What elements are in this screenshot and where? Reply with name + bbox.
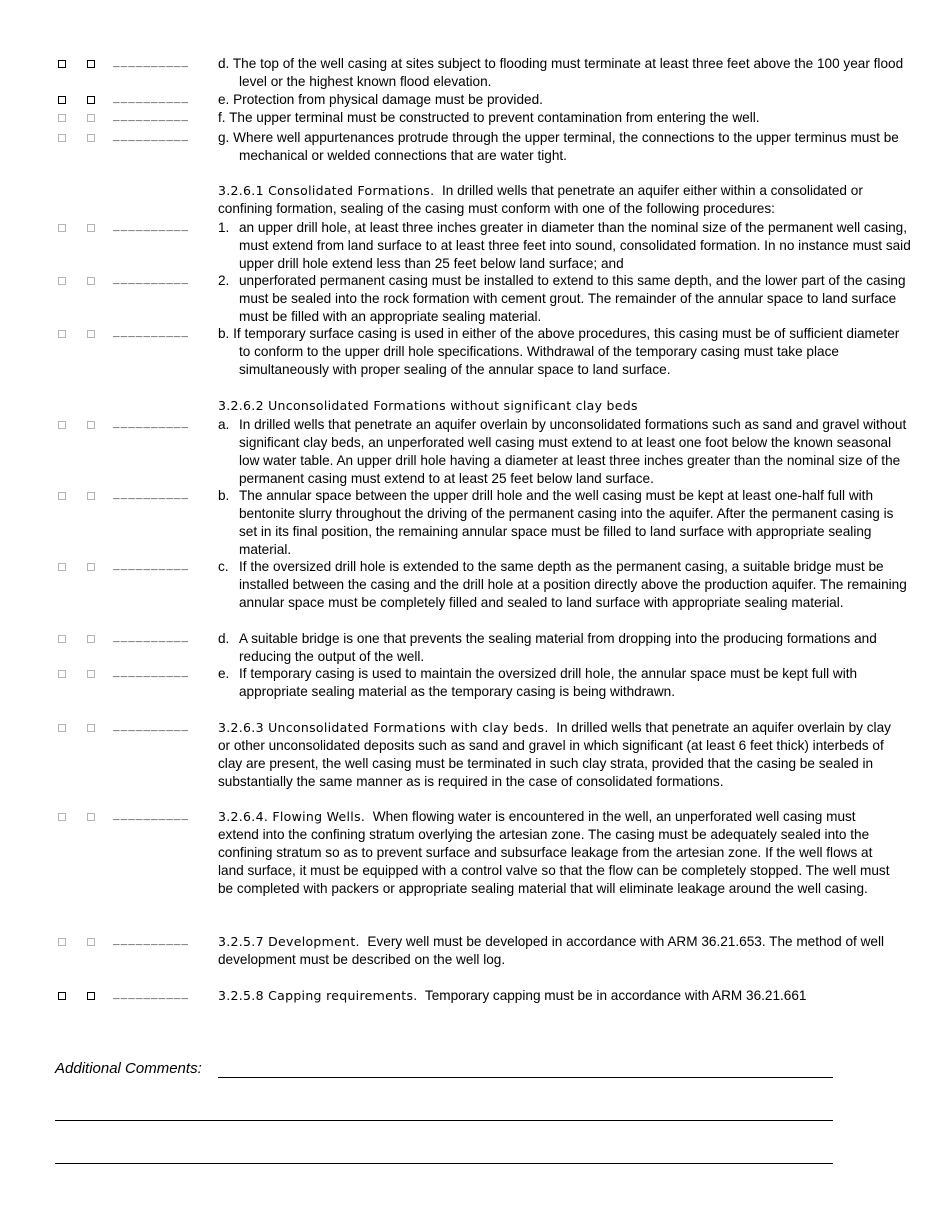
- checkbox-no[interactable]: [87, 938, 95, 946]
- section-heading: 3.2.6.4. Flowing Wells.: [218, 809, 366, 824]
- section-paragraph: [218, 719, 893, 791]
- lettered-item: [218, 487, 914, 559]
- section-paragraph: [218, 987, 893, 1005]
- section-paragraph: [218, 933, 893, 969]
- item-text: unperforated permanent casing must be installed to extend to this same depth, and the lower part of the casing must be sealed into the rock formation with cement grout. The remainder of the annular space to land surface must be filled with an appropriate sealing material.: [239, 273, 906, 324]
- checklist-row-3262-d: [0, 630, 950, 666]
- section-heading: 3.2.5.8 Capping requirements.: [218, 988, 418, 1003]
- checkbox-yes[interactable]: [58, 670, 66, 678]
- section-heading: 3.2.6.2 Unconsolidated Formations without significant clay beds: [218, 398, 638, 413]
- checkbox-no[interactable]: [87, 96, 95, 104]
- comments-line-1[interactable]: [218, 1077, 833, 1078]
- initials-blank[interactable]: __________: [113, 112, 190, 124]
- checkbox-yes[interactable]: [58, 114, 66, 122]
- item-text: If temporary casing is used to maintain the oversized drill hole, the annular space must be kept full with appropriate sealing material as the temporary casing is being withdrawn.: [239, 666, 858, 699]
- initials-blank[interactable]: __________: [113, 561, 190, 573]
- item-letter: d.: [218, 631, 230, 646]
- item-text: If the oversized drill hole is extended to the same depth as the permanent casing, a suitable bridge must be installed between the casing and the drill hole at a position directly above the production aquifer. The remaining annular space must be completely filled and sealed to land surface with appropriate sealing material.: [239, 559, 907, 610]
- checklist-row-3261-2: [0, 272, 950, 326]
- initials-blank[interactable]: __________: [113, 58, 190, 70]
- checkbox-yes[interactable]: [58, 96, 66, 104]
- checkbox-no[interactable]: [87, 330, 95, 338]
- initials-blank[interactable]: __________: [113, 668, 190, 680]
- item-text: g. Where well appurtenances protrude through the upper terminal, the connections to the upper terminus must be mechanical or welded connections that are water tight.: [218, 130, 899, 163]
- checklist-row-3262-a: [0, 416, 950, 488]
- comments-line-3[interactable]: [55, 1163, 833, 1164]
- initials-blank[interactable]: __________: [113, 222, 190, 234]
- checkbox-yes[interactable]: [58, 60, 66, 68]
- additional-comments-label: [55, 1060, 202, 1078]
- checkbox-no[interactable]: [87, 114, 95, 122]
- checkbox-yes[interactable]: [58, 224, 66, 232]
- item-text: In drilled wells that penetrate an aquifer overlain by unconsolidated formations such as sand and gravel without significant clay beds, an unperforated well casing must extend to at least one foot below the known seasonal low water table. An upper drill hole having a diameter at least three inches greater than the nominal size of the permanent casing must extend to at least 25 feet below land surface.: [239, 417, 907, 486]
- checkbox-no[interactable]: [87, 635, 95, 643]
- checkbox-no[interactable]: [87, 724, 95, 732]
- checkbox-no[interactable]: [87, 492, 95, 500]
- initials-blank[interactable]: __________: [113, 811, 190, 823]
- item-number: 2.: [218, 273, 230, 288]
- section-intro: In drilled wells that penetrate an aquifer either within a consolidated or confining formation, sealing of the casing must conform with one of the following procedures:: [218, 183, 863, 216]
- initials-blank[interactable]: __________: [113, 633, 190, 645]
- checkbox-no[interactable]: [87, 813, 95, 821]
- lettered-item: [218, 558, 914, 612]
- checkbox-no[interactable]: [87, 421, 95, 429]
- section-heading: 3.2.5.7 Development.: [218, 934, 360, 949]
- section-3261-intro: [218, 182, 893, 218]
- initials-blank[interactable]: __________: [113, 132, 190, 144]
- item-text: e. Protection from physical damage must be provided.: [218, 92, 543, 107]
- item-text: d. The top of the well casing at sites subject to flooding must terminate at least three feet above the 100 year flood level or the highest known flood elevation.: [218, 56, 904, 89]
- checkbox-yes[interactable]: [58, 134, 66, 142]
- item-text: A suitable bridge is one that prevents the sealing material from dropping into the producing formations and reducing the output of the well.: [239, 631, 877, 664]
- initials-blank[interactable]: __________: [113, 990, 190, 1002]
- lettered-item: [218, 416, 914, 488]
- checkbox-yes[interactable]: [58, 992, 66, 1000]
- checklist-row-3261-1: [0, 219, 950, 273]
- initials-blank[interactable]: __________: [113, 490, 190, 502]
- initials-blank[interactable]: __________: [113, 722, 190, 734]
- item-letter: e.: [218, 666, 230, 681]
- lettered-item: [218, 630, 914, 666]
- checkbox-no[interactable]: [87, 134, 95, 142]
- comments-line-2[interactable]: [55, 1120, 833, 1121]
- section-paragraph: [218, 808, 893, 898]
- section-heading: 3.2.6.1 Consolidated Formations.: [218, 183, 435, 198]
- initials-blank[interactable]: __________: [113, 94, 190, 106]
- checkbox-no[interactable]: [87, 992, 95, 1000]
- checkbox-yes[interactable]: [58, 563, 66, 571]
- section-text: Every well must be developed in accordance with ARM 36.21.653. The method of well development must be described on the well log.: [218, 934, 884, 967]
- checkbox-no[interactable]: [87, 277, 95, 285]
- section-text: When flowing water is encountered in the well, an unperforated well casing must extend into the confining stratum overlying the artesian zone. The casing must be adequately sealed into the confining stratum so as to prevent surface and subsurface leakage from the artesian zone. If the well flows at land surface, it must be equipped with a control valve so that the flow can be completely stopped. The well must be completed with packers or appropriate sealing material that will eliminate leakage around the well casing.: [218, 809, 890, 896]
- comments-label: Additional Comments:: [55, 1060, 202, 1077]
- checkbox-yes[interactable]: [58, 724, 66, 732]
- item-text: b. If temporary surface casing is used in either of the above procedures, this casing must be of sufficient diameter to conform to the upper drill hole specifications. Withdrawal of the temporary casing must take place simultaneously with proper sealing of the annular space to land surface.: [218, 326, 900, 377]
- checkbox-yes[interactable]: [58, 813, 66, 821]
- item-letter: b.: [218, 488, 230, 503]
- initials-blank[interactable]: __________: [113, 936, 190, 948]
- checkbox-yes[interactable]: [58, 635, 66, 643]
- item-text: The annular space between the upper drill hole and the well casing must be kept at least one-half full with bentonite slurry throughout the driving of the permanent casing into the aquifer. After the permanent casing is set in its final position, the remaining annular space must be filled to land surface with appropriate sealing material.: [239, 488, 894, 557]
- checkbox-yes[interactable]: [58, 421, 66, 429]
- section-text: Temporary capping must be in accordance with ARM 36.21.661: [424, 988, 807, 1003]
- numbered-item: [218, 219, 914, 273]
- item-text: f. The upper terminal must be constructed to prevent contamination from entering the well.: [218, 110, 760, 125]
- checkbox-yes[interactable]: [58, 277, 66, 285]
- section-text: In drilled wells that penetrate an aquifer overlain by clay or other unconsolidated deposits such as sand and gravel in which significant (at least 6 feet thick) interbeds of clay are present, the well casing must be terminated in such clay strata, provided that the casing be sealed in substantially the same manner as is required in the case of consolidated formations.: [218, 720, 891, 789]
- checklist-row-3262-e: [0, 665, 950, 701]
- numbered-item: [218, 272, 914, 326]
- checkbox-yes[interactable]: [58, 938, 66, 946]
- checkbox-no[interactable]: [87, 60, 95, 68]
- item-letter: c.: [218, 559, 229, 574]
- lettered-item: [218, 665, 914, 701]
- checkbox-yes[interactable]: [58, 330, 66, 338]
- checklist-row-3262-b: [0, 487, 950, 559]
- initials-blank[interactable]: __________: [113, 419, 190, 431]
- initials-blank[interactable]: __________: [113, 328, 190, 340]
- item-text: an upper drill hole, at least three inches greater in diameter than the nominal size of the permanent well casing, must extend from land surface to at least three feet into sound, consolidated formation. In no instance must said upper drill hole extend less than 25 feet below land surface; and: [239, 220, 911, 271]
- checkbox-no[interactable]: [87, 563, 95, 571]
- item-letter: a.: [218, 417, 230, 432]
- checkbox-yes[interactable]: [58, 492, 66, 500]
- section-heading: 3.2.6.3 Unconsolidated Formations with clay beds.: [218, 720, 549, 735]
- initials-blank[interactable]: __________: [113, 275, 190, 287]
- checkbox-no[interactable]: [87, 224, 95, 232]
- checklist-row-3262-c: [0, 558, 950, 612]
- checkbox-no[interactable]: [87, 670, 95, 678]
- item-number: 1.: [218, 220, 230, 235]
